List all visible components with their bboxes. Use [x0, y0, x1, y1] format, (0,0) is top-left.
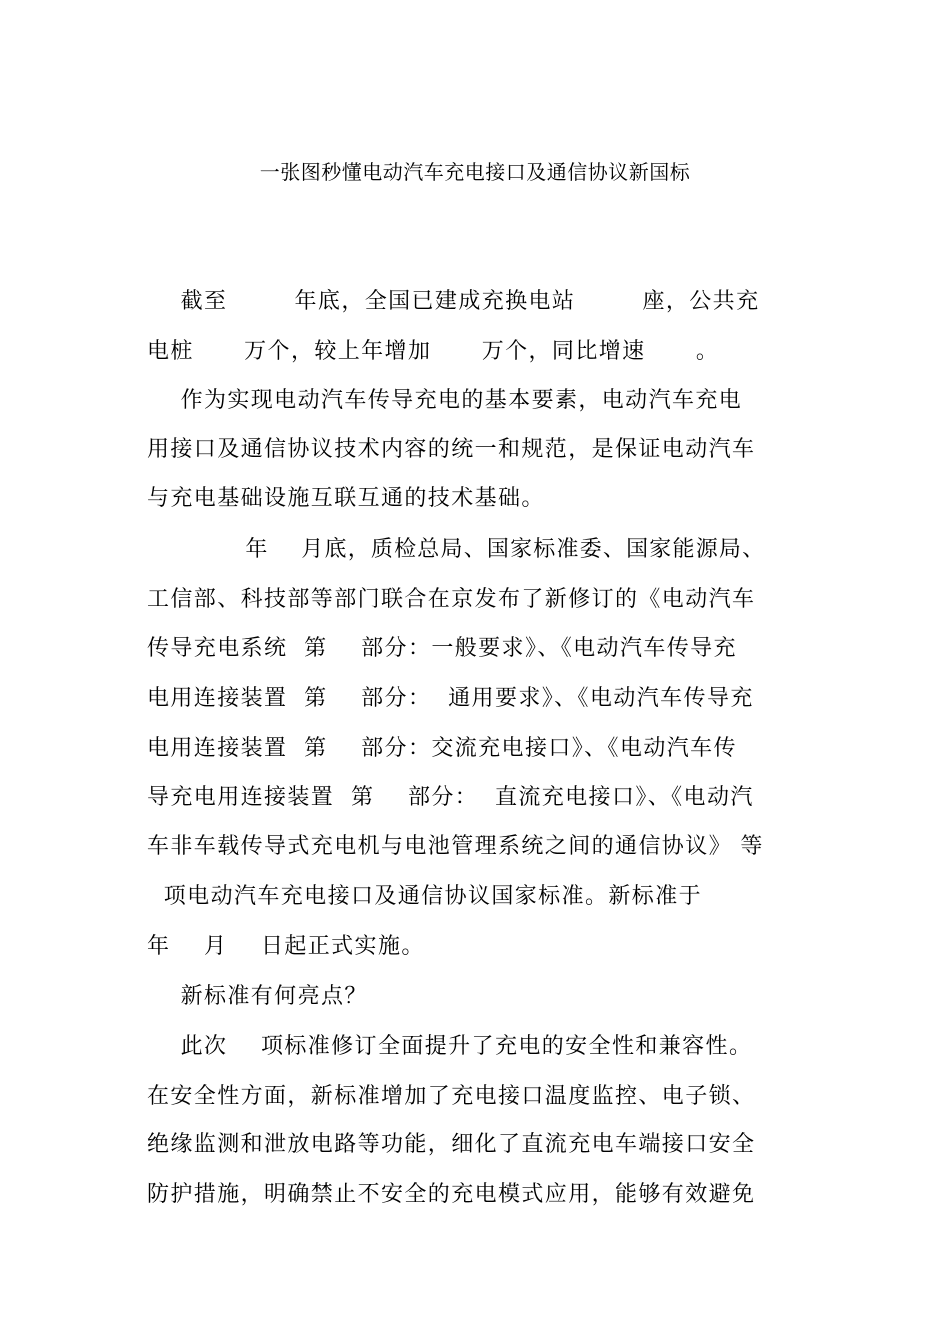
paragraph-line: 新标准有何亮点？	[147, 984, 368, 1009]
paragraph-line: 传导充电系统 第 部分：一般要求》、《电动汽车传导充	[147, 636, 737, 661]
paragraph-line: 车非车载传导式充电机与电池管理系统之间的通信协议》 等	[147, 834, 764, 859]
paragraph-line: 工信部、科技部等部门联合在京发布了新修订的《电动汽车	[147, 587, 756, 612]
paragraph-line: 绝缘监测和泄放电路等功能，细化了直流充电车端接口安全	[147, 1132, 756, 1157]
paragraph-line: 年 月底，质检总局、国家标准委、国家能源局、	[147, 537, 766, 562]
paragraph-line: 截至 年底，全国已建成充换电站 座，公共充	[147, 289, 760, 314]
paragraph-line: 与充电基础设施互联互通的技术基础。	[147, 486, 545, 511]
document-title: 一张图秒懂电动汽车充电接口及通信协议新国标	[259, 160, 691, 184]
paragraph-line: 用接口及通信协议技术内容的统一和规范，是保证电动汽车	[147, 437, 756, 462]
paragraph-line: 年 月 日起正式实施。	[147, 934, 425, 959]
paragraph-line: 此次 项标准修订全面提升了充电的安全性和兼容性。	[147, 1034, 753, 1059]
paragraph-line: 作为实现电动汽车传导充电的基本要素，电动汽车充电	[147, 388, 743, 413]
paragraph-line: 防护措施，明确禁止不安全的充电模式应用，能够有效避免	[147, 1182, 756, 1207]
paragraph-line: 电用连接装置 第 部分：交流充电接口》、《电动汽车传	[147, 736, 737, 761]
paragraph-line: 导充电用连接装置 第 部分： 直流充电接口》、《电动汽	[147, 785, 754, 810]
paragraph-line: 电桩 万个，较上年增加 万个，同比增速 。	[147, 339, 720, 364]
paragraph-line: 电用连接装置 第 部分： 通用要求》、《电动汽车传导充	[147, 686, 754, 711]
paragraph-line: 在安全性方面，新标准增加了充电接口温度监控、电子锁、	[147, 1084, 756, 1109]
paragraph-line: 项电动汽车充电接口及通信协议国家标准。新标准于	[147, 884, 702, 909]
